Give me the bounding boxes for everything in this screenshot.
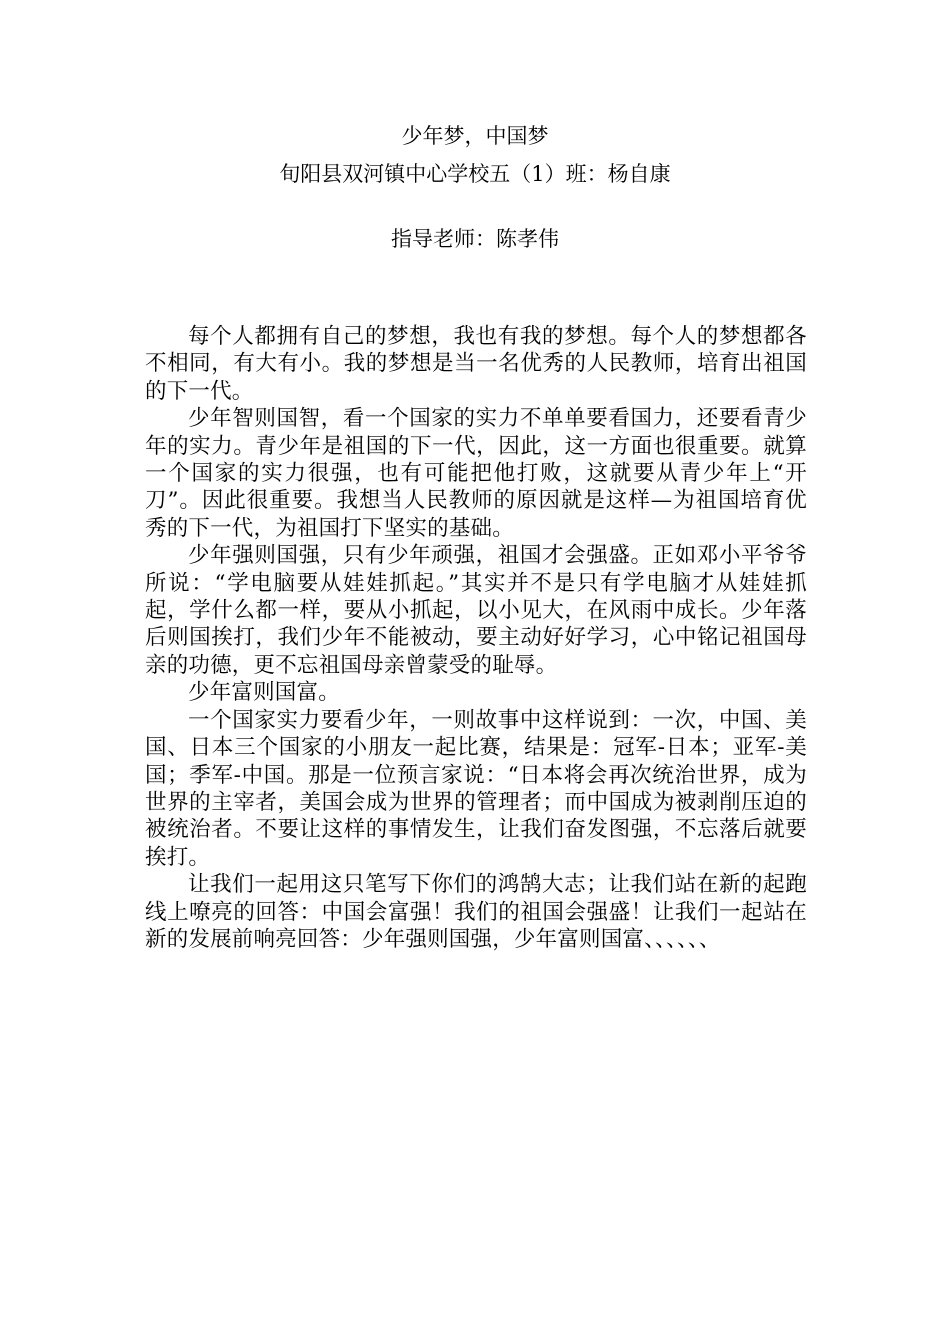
paragraph: 少年强则国强，只有少年顽强，祖国才会强盛。正如邓小平爷爷所说：“学电脑要从娃娃抓起。”其实并不是只有学电脑才从娃娃抓起，学什么都一样，要从小抓起，以小见大，在风雨中成长。少年落后则国挨打，我们少年不能被动，要主动好好学习，心中铭记祖国母亲的功德，更不忘祖国母亲曾蒙受的耻辱。	[145, 543, 807, 678]
paragraph: 让我们一起用这只笔写下你们的鸿鹄大志；让我们站在新的起跑线上嘹亮的回答：中国会富强！我们的祖国会强盛！让我们一起站在新的发展前响亮回答：少年强则国强，少年富则国富、、、、、、	[145, 872, 807, 952]
paragraph: 少年智则国智，看一个国家的实力不单单要看国力，还要看青少年的实力。青少年是祖国的下一代，因此，这一方面也很重要。就算一个国家的实力很强，也有可能把他打败，这就要从青少年上“开刀”。因此很重要。我想当人民教师的原因就是这样—为祖国培育优秀的下一代，为祖国打下坚实的基础。	[145, 406, 807, 541]
paragraph: 少年富则国富。	[188, 680, 340, 706]
paragraph: 每个人都拥有自己的梦想，我也有我的梦想。每个人的梦想都各不相同，有大有小。我的梦想是当一名优秀的人民教师，培育出祖国的下一代。	[145, 324, 807, 404]
teacher-line: 指导老师：陈孝伟	[391, 227, 559, 251]
paragraph: 一个国家实力要看少年，一则故事中这样说到：一次，中国、美国、日本三个国家的小朋友一起比赛，结果是：冠军-日本；亚军-美国；季军-中国。那是一位预言家说：“日本将会再次统治世界，成为世界的主宰者，美国会成为世界的管理者；而中国成为被剥削压迫的被统治者。不要让这样的事情发生，让我们奋发图强，不忘落后就要挨打。	[145, 707, 807, 870]
document-title: 少年梦，中国梦	[401, 124, 549, 148]
essay-body	[145, 323, 807, 953]
author-byline: 旬阳县双河镇中心学校五（1）班：杨自康	[279, 162, 671, 186]
